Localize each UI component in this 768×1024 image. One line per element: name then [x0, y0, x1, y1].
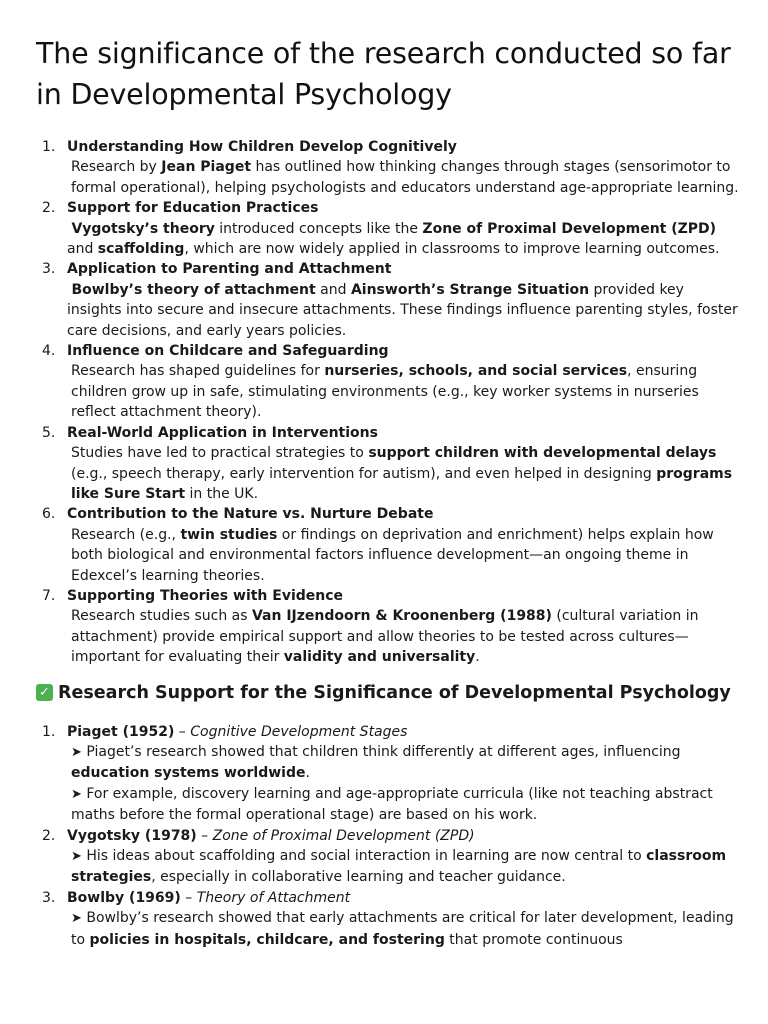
item-text: Studies have led to practical strategies to [71, 445, 369, 462]
item-text: , which are now widely applied in classrooms to improve learning outcomes. [184, 241, 720, 258]
item-text: and [315, 281, 351, 298]
item-text: or findings on deprivation and enrichment) helps explain how both biological and environmental factors influence development—an ongoing theme in Edexcel’s learning theories. [71, 526, 714, 584]
section-heading [36, 681, 740, 705]
item-text: (e.g., speech therapy, early intervention for autism), and even helped in designing [71, 465, 657, 482]
dash-separator: – [196, 827, 213, 844]
item-text: . [305, 765, 310, 782]
study-name: Bowlby (1969) [67, 889, 181, 906]
study-name: Vygotsky (1978) [67, 827, 197, 844]
item-text: in the UK. [185, 485, 259, 502]
item-number: 3. [42, 261, 56, 278]
list-item [36, 888, 740, 950]
item-text: and [67, 241, 98, 258]
item-bold-text: twin studies [180, 526, 278, 543]
item-text: Research studies such as [71, 608, 252, 625]
item-text: , ensuring children grow up in safe, stimulating environments (e.g., key worker systems in nurseries reflect attachment theory). [71, 363, 699, 421]
research-support-list [36, 722, 740, 950]
dash-separator: – [180, 889, 197, 906]
check-icon: ✓ [36, 684, 53, 701]
item-text: Research (e.g., [71, 526, 181, 543]
item-title: Support for Education Practices [67, 200, 319, 217]
list-item [36, 341, 740, 423]
item-title: Influence on Childcare and Safeguarding [67, 343, 389, 360]
arrow-icon: ➤ [71, 849, 82, 864]
item-bold-text: Vygotsky’s theory [71, 220, 215, 237]
significance-list [36, 137, 740, 668]
arrow-icon: ➤ [71, 744, 82, 760]
list-item [36, 826, 740, 888]
arrow-point [67, 846, 740, 888]
item-bold-text: validity and universality [283, 649, 476, 666]
theory-name: Zone of Proximal Development (ZPD) [212, 827, 475, 844]
item-number: 2. [42, 827, 56, 844]
item-title: Application to Parenting and Attachment [67, 261, 392, 278]
item-text: that promote continuous [444, 931, 623, 948]
item-text: Research by [71, 159, 162, 176]
arrow-point [67, 908, 740, 950]
study-name: Piaget (1952) [67, 723, 175, 740]
list-item [36, 198, 740, 259]
item-bold-text: scaffolding [97, 241, 185, 258]
item-number: 1. [42, 139, 56, 155]
item-title [67, 826, 740, 846]
item-text: has outlined how thinking changes through stages (sensorimotor to formal operational), helping psychologists and educators understand age-appropriate learning. [71, 159, 739, 196]
item-bold-text: classroom strategies [71, 848, 727, 886]
item-number: 4. [42, 343, 56, 360]
item-bold-text: education systems worldwide [71, 765, 306, 782]
item-body [67, 443, 740, 504]
theory-name: Cognitive Development Stages [190, 723, 408, 740]
item-bold-text: nurseries, schools, and social services [324, 363, 628, 380]
item-bold-text: Jean Piaget [161, 159, 252, 176]
item-title [67, 722, 740, 742]
list-item [36, 722, 740, 826]
item-text: For example, discovery learning and age-appropriate curricula (like not teaching abstract maths before the formal operational stage) are based on his work. [71, 785, 713, 824]
arrow-point [67, 784, 740, 826]
item-title: Contribution to the Nature vs. Nurture Debate [67, 506, 434, 523]
arrow-icon: ➤ [71, 786, 82, 802]
item-title [67, 888, 740, 908]
item-text: Piaget’s research showed that children think differently at different ages, influencing [81, 743, 681, 760]
item-bold-text: programs like Sure Start [71, 465, 733, 502]
page-title: The significance of the research conducted so far in Developmental Psychology [36, 37, 731, 111]
item-text: Bowlby’s research showed that early attachments are critical for later development, leading to [71, 910, 734, 948]
list-item [36, 259, 740, 341]
item-number: 7. [42, 587, 56, 604]
item-text: introduced concepts like the [214, 220, 423, 237]
item-body [67, 157, 740, 198]
theory-name: Theory of Attachment [196, 889, 351, 906]
item-title: Supporting Theories with Evidence [67, 587, 344, 604]
list-item [36, 423, 740, 505]
arrow-icon: ➤ [71, 911, 82, 927]
dash-separator: – [174, 723, 191, 740]
item-bold-text: Ainsworth’s Strange Situation [350, 281, 590, 298]
item-body [67, 361, 740, 422]
item-number: 5. [42, 424, 56, 441]
item-text: . [475, 649, 480, 666]
item-bold-text: Zone of Proximal Development (ZPD) [422, 220, 717, 237]
item-bold-text: support children with developmental delays [368, 445, 717, 462]
item-text: His ideas about scaffolding and social interaction in learning are now central to [81, 848, 647, 864]
list-item [36, 137, 740, 198]
item-text: Research has shaped guidelines for [71, 363, 325, 380]
item-text: , especially in collaborative learning and teacher guidance. [151, 869, 566, 886]
item-bold-text: Van IJzendoorn & Kroonenberg (1988) [251, 608, 552, 625]
item-body [67, 219, 740, 260]
item-number: 3. [42, 889, 56, 906]
item-body [67, 525, 740, 586]
arrow-point [67, 742, 740, 784]
item-bold-text: Bowlby’s theory of attachment [71, 281, 316, 298]
item-body [67, 606, 740, 667]
item-number: 6. [42, 506, 56, 523]
item-number: 2. [42, 200, 56, 217]
list-item [36, 504, 740, 586]
item-text: provided key insights into secure and insecure attachments. These findings influence parenting styles, foster care decisions, and early years policies. [67, 281, 738, 339]
section-heading-text: Research Support for the Significance of Developmental Psychology [58, 682, 731, 703]
list-item [36, 586, 740, 668]
item-number: 1. [42, 723, 56, 740]
item-body [67, 280, 740, 341]
item-title: Real-World Application in Interventions [67, 424, 378, 441]
item-bold-text: policies in hospitals, childcare, and fostering [89, 931, 445, 948]
item-title: Understanding How Children Develop Cognitively [67, 139, 457, 155]
item-text: (cultural variation in attachment) provide empirical support and allow theories to be tested across cultures—important for evaluating their [71, 608, 699, 666]
